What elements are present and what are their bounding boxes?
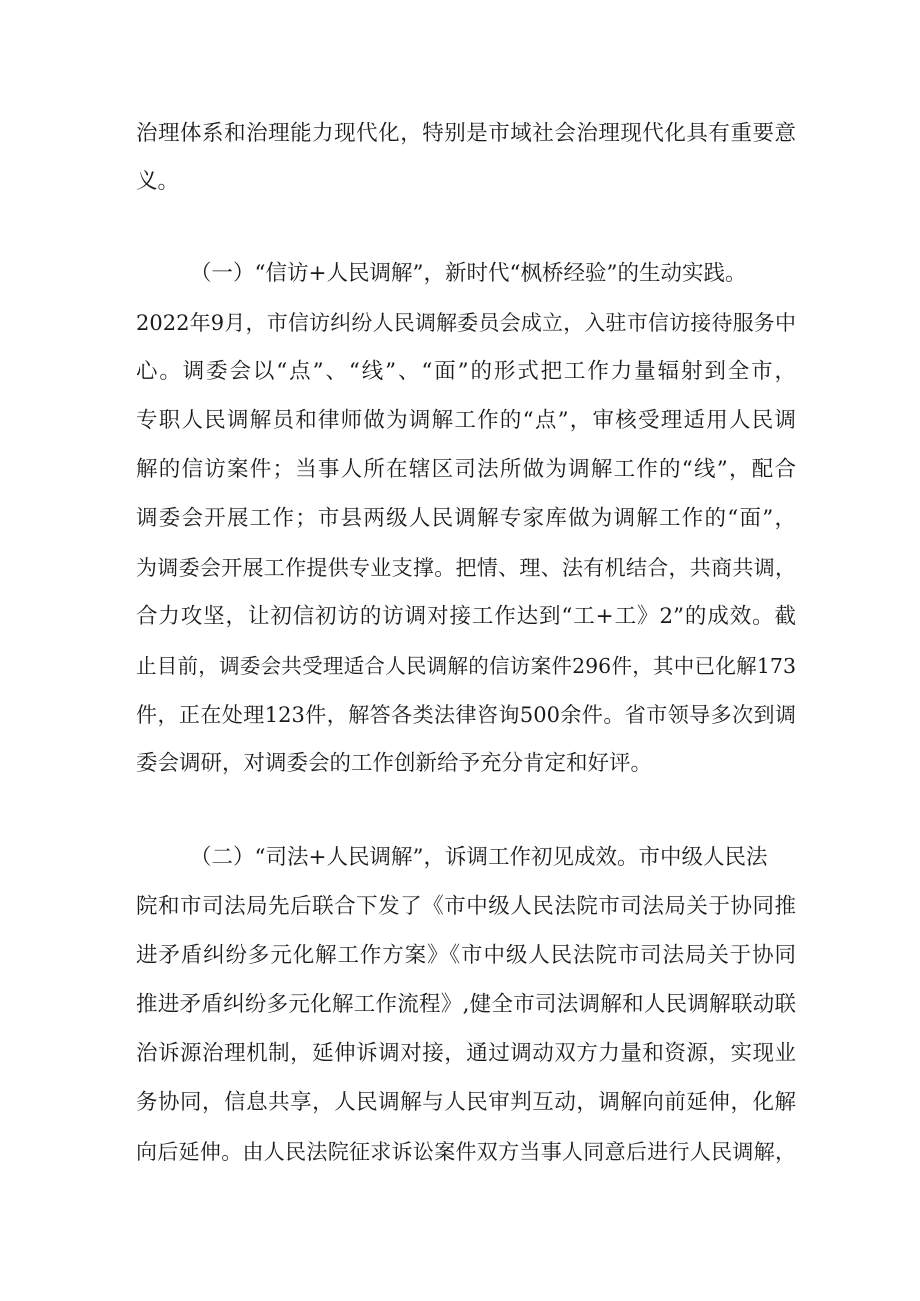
paragraph-1-line-10: 委会调研，对调委会的工作创新给予充分肯定和好评。 <box>136 751 653 776</box>
paragraph-1-line-4: 解的信访案件；当事人所在辖区司法所做为调解工作的“线”，配合 <box>136 457 796 482</box>
paragraph-1-line-2: 心。调委会以“点”、“线”、“面”的形式把工作力量辐射到全市， <box>136 359 796 384</box>
paragraph-1-heading: （一）“信访+人民调解”，新时代“枫桥经验”的生动实践。 <box>190 261 747 286</box>
paragraph-2-line-3: 推进矛盾纠纷多元化解工作流程》,健全市司法调解和人民调解联动联 <box>136 992 796 1017</box>
paragraph-0-line-1: 义。 <box>136 169 180 194</box>
paragraph-2-line-2: 进矛盾纠纷多元化解工作方案》《市中级人民法院市司法局关于协同 <box>136 943 796 968</box>
paragraph-1-line-8: 止目前，调委会共受理适合人民调解的信访案件296件，其中已化解173 <box>136 654 796 678</box>
paragraph-1-line-9: 件，正在处理123件，解答各类法律咨询500余件。省市领导多次到调 <box>136 703 796 727</box>
paragraph-1-line-7: 合力攻坚，让初信初访的访调对接工作达到“工+工》2”的成效。截 <box>136 604 796 629</box>
paragraph-1-line-3: 专职人民调解员和律师做为调解工作的“点”，审核受理适用人民调 <box>136 408 796 433</box>
paragraph-2-line-4: 治诉源治理机制，延伸诉调对接，通过调动双方力量和资源，实现业 <box>136 1041 796 1066</box>
paragraph-2-heading: （二）“司法+人民调解”，诉调工作初见成效。市中级人民法 <box>190 845 768 870</box>
paragraph-1-line-1: 2022年9月，市信访纠纷人民调解委员会成立，入驻市信访接待服务中 <box>136 311 796 335</box>
paragraph-1-line-5: 调委会开展工作；市县两级人民调解专家库做为调解工作的“面”， <box>136 506 796 531</box>
paragraph-2-line-1: 院和市司法局先后联合下发了《市中级人民法院市司法局关于协同推 <box>136 894 796 919</box>
paragraph-2-line-6: 向后延伸。由人民法院征求诉讼案件双方当事人同意后进行人民调解， <box>136 1140 796 1164</box>
paragraph-0-line-0: 治理体系和治理能力现代化，特别是市域社会治理现代化具有重要意 <box>136 121 796 146</box>
paragraph-2-line-5: 务协同，信息共享，人民调解与人民审判互动，调解向前延伸，化解 <box>136 1090 796 1115</box>
paragraph-1-line-6: 为调委会开展工作提供专业支撑。把情、理、法有机结合，共商共调， <box>136 556 796 580</box>
